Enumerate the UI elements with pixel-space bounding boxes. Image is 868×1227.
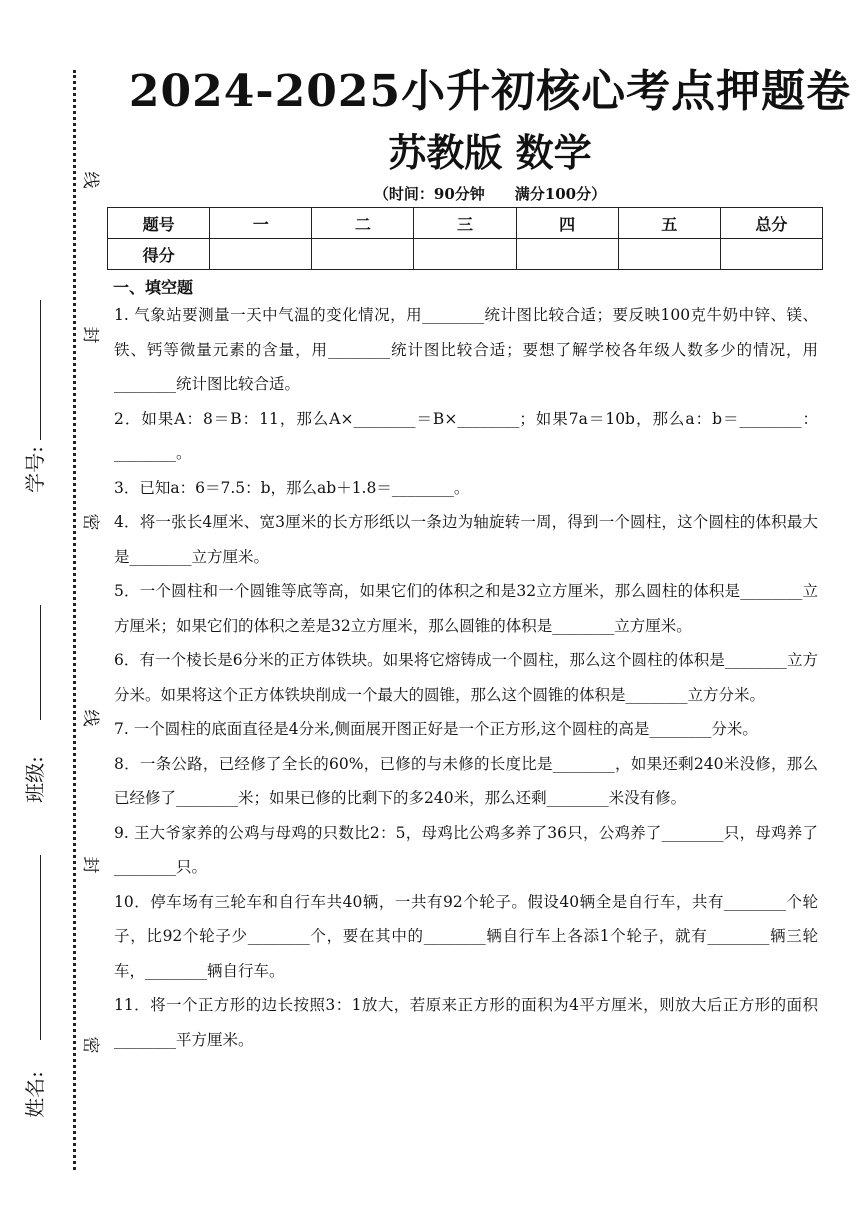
question-list [114, 298, 818, 1057]
question-item: 3．已知a：6＝7.5：b，那么ab＋1.8＝________。 [114, 478, 470, 497]
question-item: 10．停车场有三轮车和自行车共40辆，一共有92个轮子。假设40辆全是自行车，共有________个轮子，比92个轮子少________个，要在其中的________辆自行车上各添1个轮子，就有________辆三轮车，________辆自行车。 [114, 892, 818, 980]
question-item: 1. 气象站要测量一天中气温的变化情况，用________统计图比较合适；要反映100克牛奶中锌、镁、铁、钙等微量元素的含量，用________统计图比较合适；要想了解学校各年级人数多少的情况，用________统计图比较合适。 [114, 306, 818, 393]
seal-char: 密 [80, 1036, 100, 1054]
student-id-label: 学号: [22, 446, 47, 493]
score-table-score-row [108, 239, 823, 270]
table-cell: 二 [312, 208, 414, 239]
seal-char: 封 [80, 856, 100, 874]
seal-char: 线 [80, 171, 100, 189]
seal-char: 线 [80, 709, 100, 727]
name-line [40, 855, 41, 1040]
question-item: 8．一条公路，已经修了全长的60%，已修的与未修的长度比是________，如果还剩240米没修，那么已经修了________米；如果已修的比剩下的多240米，那么还剩________米没有修。 [114, 754, 818, 807]
question-item: 6．有一个棱长是6分米的正方体铁块。如果将它熔铸成一个圆柱，那么这个圆柱的体积是________立方分米。如果将这个正方体铁块削成一个最大的圆锥，那么这个圆锥的体积是________立方分米。 [114, 651, 818, 704]
section-title: 一、填空题 [113, 278, 194, 297]
student-id-line [40, 300, 41, 440]
class-line [40, 605, 41, 720]
score-table-header-row [108, 208, 823, 239]
class-label: 班级: [22, 756, 47, 803]
question-item: 5．一个圆柱和一个圆锥等底等高，如果它们的体积之和是32立方厘米，那么圆柱的体积是________立方厘米；如果它们的体积之差是32立方厘米，那么圆锥的体积是________立方厘米。 [114, 582, 818, 635]
question-item: 9. 王大爷家养的公鸡与母鸡的只数比2：5，母鸡比公鸡多养了36只，公鸡养了________只，母鸡养了________只。 [114, 823, 818, 876]
score-cell[interactable] [618, 239, 720, 270]
name-field[interactable] [6, 855, 66, 1125]
question-item: 11．将一个正方形的边长按照3：1放大，若原来正方形的面积为4平方厘米，则放大后正方形的面积 ________平方厘米。 [114, 996, 818, 1049]
table-cell: 三 [414, 208, 516, 239]
score-row-label: 得分 [108, 239, 210, 270]
seal-char: 封 [80, 326, 100, 344]
time-info: （时间：90分钟 满分100分） [373, 185, 607, 203]
class-field[interactable] [6, 605, 66, 815]
question-item: 2．如果A：8＝B：11，那么A×________＝B×________；如果7a＝10b，那么a：b＝________：________。 [114, 409, 818, 462]
dotted-cut-line [73, 70, 76, 1170]
score-cell[interactable] [516, 239, 618, 270]
table-cell: 题号 [108, 208, 210, 239]
table-cell: 四 [516, 208, 618, 239]
table-cell: 总分 [720, 208, 822, 239]
score-cell[interactable] [210, 239, 312, 270]
table-cell: 一 [210, 208, 312, 239]
name-label: 姓名: [22, 1071, 47, 1118]
student-id-field[interactable] [6, 300, 66, 530]
score-cell[interactable] [312, 239, 414, 270]
exam-subtitle: 苏教版 数学 [388, 130, 592, 175]
table-cell: 五 [618, 208, 720, 239]
question-item: 4．将一张长4厘米、宽3厘米的长方形纸以一条边为轴旋转一周，得到一个圆柱，这个圆柱的体积最大是________立方厘米。 [114, 513, 818, 566]
score-cell[interactable] [414, 239, 516, 270]
score-table [107, 207, 823, 270]
score-cell[interactable] [720, 239, 822, 270]
binding-margin [0, 0, 100, 1227]
question-item: 7. 一个圆柱的底面直径是4分米,侧面展开图正好是一个正方形,这个圆柱的高是________分米。 [114, 720, 758, 738]
seal-char: 密 [80, 513, 100, 531]
exam-title: 2024-2025小升初核心考点押题卷 [128, 66, 852, 117]
